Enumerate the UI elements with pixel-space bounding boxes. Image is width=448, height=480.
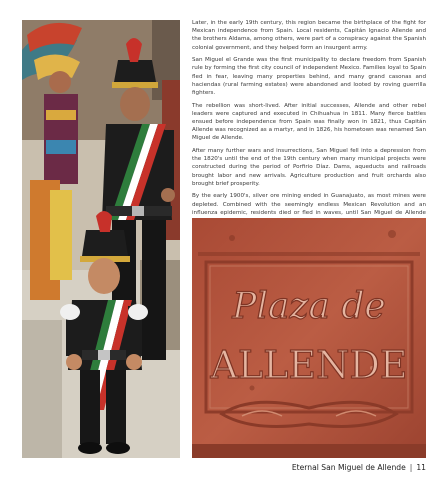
- paragraph-1: Later, in the early 19th century, this region became the birthplace of the fight for Mexican independence from Spain. Local residents, Capitán Ignacio Allende and the brothers Aldama, among others, were part of a conspiracy against the Spanish colonial government, and they helped form an insurgent army.: [192, 20, 426, 51]
- footer-separator: |: [409, 462, 413, 472]
- plaque-photo-image: [192, 218, 426, 458]
- paragraph-3: The rebellion was short-lived. After initial successes, Allende and other rebel leaders were captured and executed in Chihuahua in 1811. Many fierce battles ensued before independence from Spain was finally won in 1821, thus Capitán Allende was recognized as a martyr, and in 1826, his hometown was renamed San Miguel de Allende.: [192, 102, 426, 142]
- paragraph-4: After many further wars and insurrections, San Miguel fell into a depression from the 1820's until the end of the 19th century when many municipal projects were constructed during the period of Porfirio Díaz. Dams, aqueducts and railroads brought labor and new arrivals. Agriculture production and fruit orchards also brought brief prosperity.: [192, 148, 426, 187]
- article-body: [192, 19, 426, 230]
- book-title: Eternal San Miguel de Allende: [291, 462, 406, 472]
- paragraph-2: San Miguel el Grande was the first municipality to declare freedom from Spanish rule by forming the first city council of independent Mexico. Families loyal to Spain fled in fear, leaving many properties behind, and many grand casonas and haciendas (rural farming estates) were abandoned and looted by roving guerrilla fighters.: [192, 57, 426, 97]
- page-number: 11: [416, 462, 426, 472]
- page-footer: [240, 461, 426, 473]
- plaque-photo: [192, 218, 426, 458]
- parade-photo-image: [22, 20, 180, 458]
- plaque-line-1: Plaza de: [232, 286, 386, 327]
- parade-photo: [22, 20, 180, 458]
- plaque-line-2: ALLENDE: [210, 343, 408, 387]
- paragraph-5: By the early 1900's, silver ore mining ended in Guanajuato, as most mines were depleted. Combined with the seemingly endless Mexican Revolution and an influenza epidemic, residents died or fled in waves, until San Miguel de Allende: [192, 193, 426, 216]
